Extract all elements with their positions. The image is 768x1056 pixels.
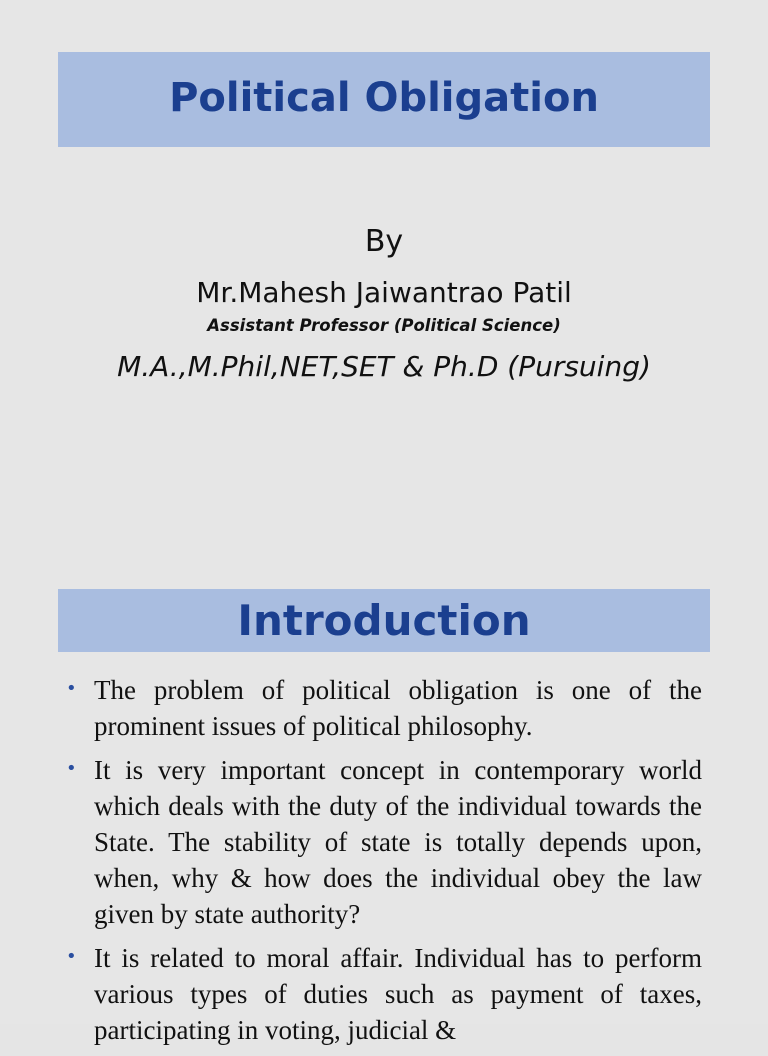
bullet-icon: • (66, 758, 77, 779)
bullet-list (62, 672, 702, 1056)
bullet-icon: • (66, 946, 77, 967)
bullet-text: It is related to moral affair. Individual has to perform various types of duties such as payment of taxes, participating in voting, judicial & (94, 943, 702, 1045)
section-banner (58, 589, 710, 652)
section-heading: Introduction (237, 596, 531, 645)
list-item (62, 672, 702, 744)
author-degrees: M.A.,M.Phil,NET,SET & Ph.D (Pursuing) (117, 350, 651, 383)
author-position: Assistant Professor (Political Science) (207, 316, 561, 335)
byline-by: By (364, 224, 404, 259)
bullet-text: It is very important concept in contemporary world which deals with the duty of the individual towards the State. The stability of state is totally depends upon, when, why & how does the individual obey the law given by state authority? (94, 755, 702, 929)
list-item (62, 940, 702, 1048)
bullet-icon: • (66, 678, 77, 699)
list-item (62, 752, 702, 932)
slide-title: Political Obligation (169, 74, 599, 121)
author-name: Mr.Mahesh Jaiwantrao Patil (196, 276, 572, 309)
bullet-text: The problem of political obligation is one of the prominent issues of political philosophy. (94, 675, 702, 741)
title-banner (58, 52, 710, 147)
